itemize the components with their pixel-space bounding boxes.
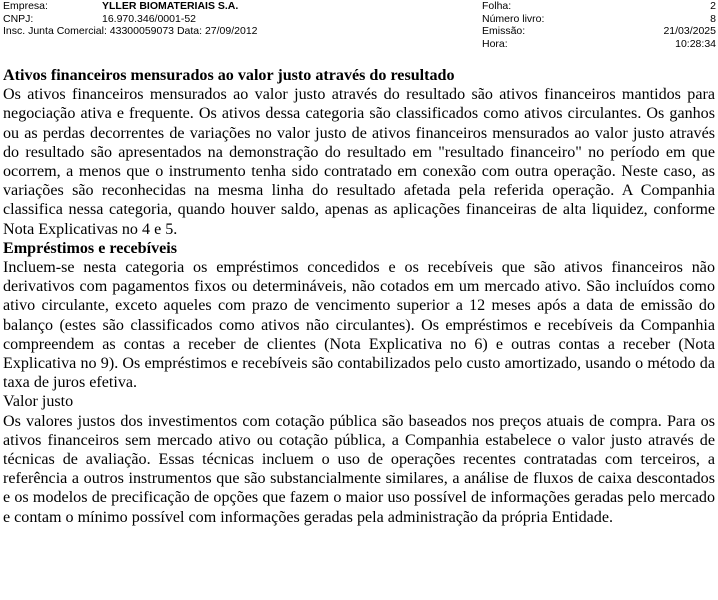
hora-value: 10:28:34 [675, 37, 716, 50]
cnpj-label: CNPJ: [3, 12, 34, 25]
cnpj-value: 16.970.346/0001-52 [102, 12, 197, 25]
emissao-value: 21/03/2025 [663, 25, 716, 37]
header-row-junta [0, 25, 718, 38]
document-body [3, 66, 715, 527]
section-paragraph-ativos-financeiros: Os ativos financeiros mensurados ao valor justo através do resultado são ativos financeiros mantidos para negociação ativa e frequente. Os ativos dessa categoria são classificados como ativos circulantes. Os ganhos ou as perdas decorrentes de variações no valor justo de ativos financeiros mensurados ao valor justo através do resultado são apresentados na demonstração do resultado em "resultado financeiro" no período em que ocorrem, a menos que o instrumento tenha sido contratado em conexão com outra operação. Neste caso, as variações são reconhecidas na mesma linha do resultado afetada pela referida operação. A Companhia classifica nessa categoria, quando houver saldo, apenas as aplicações financeiras de alta liquidez, conforme Nota Explicativas no 4 e 5. [3, 86, 715, 238]
section-paragraph-emprestimos: Incluem-se nesta categoria os empréstimos concedidos e os recebíveis que são ativos financeiros não derivativos com pagamentos fixos ou determináveis, não cotados em um mercado ativo. São incluídos como ativo circulante, exceto aqueles com prazo de vencimento superior a 12 meses após a data de emissão do balanço (estes são classificados como ativos não circulantes). Os empréstimos e recebíveis da Companhia compreendem as contas a receber de clientes (Nota Explicativa no 6) e outras contas a receber (Nota Explicativa no 9). Os empréstimos e recebíveis são contabilizados pelo custo amortizado, usando o método da taxa de juros efetiva. [3, 259, 715, 392]
livro-label: Número livro: [482, 12, 545, 25]
company-name: YLLER BIOMATERIAIS S.A. [102, 0, 239, 12]
livro-value: 8 [710, 12, 716, 25]
document-header [0, 0, 718, 52]
section-title-valor-justo: Valor justo [3, 393, 74, 411]
header-row-company [0, 0, 718, 13]
section-title-ativos-financeiros: Ativos financeiros mensurados ao valor justo através do resultado [3, 67, 455, 84]
company-label: Empresa: [3, 0, 48, 12]
junta-comercial-text: Insc. Junta Comercial: 43300059073 Data: 27/09/2012 [3, 25, 258, 37]
emissao-label: Emissão: [482, 25, 526, 37]
section-title-emprestimos: Empréstimos e recebíveis [3, 239, 178, 257]
header-row-cnpj [0, 13, 718, 26]
section-paragraph-valor-justo: Os valores justos dos investimentos com cotação pública são baseados nos preços atuais de compra. Para os ativos financeiros sem mercado ativo ou cotação pública, a Companhia estabelece o valor justo através de técnicas de avaliação. Essas técnicas incluem o uso de operações recentes contratadas com terceiros, a referência a outros instrumentos que são substancialmente similares, a análise de fluxos de caixa descontados e os modelos de precificação de opções que fazem o maior uso possível de informações geradas pelo mercado e contam o mínimo possível com informações geradas pela administração da própria Entidade. [3, 412, 715, 526]
folha-label: Folha: [482, 0, 512, 12]
header-row-hora [0, 38, 718, 51]
hora-label: Hora: [482, 37, 508, 50]
folha-value: 2 [710, 0, 716, 12]
